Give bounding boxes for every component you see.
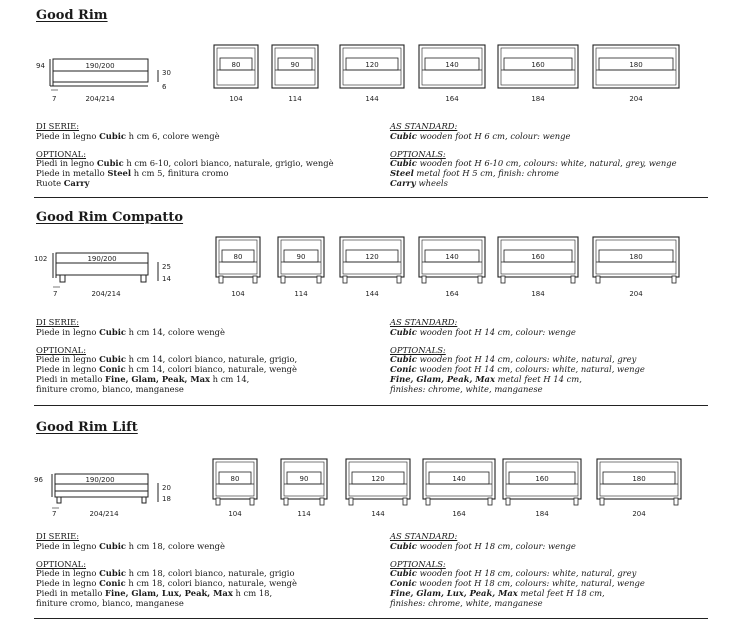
dim-label: 6 <box>162 83 167 91</box>
spec-line: Cubic wooden foot H 6-10 cm, colours: white, natural, grey, wenge <box>390 158 677 169</box>
bed-front-view <box>281 459 327 518</box>
overall-width-label: 114 <box>294 290 308 298</box>
bed-front-view <box>597 459 681 518</box>
overall-width-label: 114 <box>297 510 311 518</box>
spec-line: Steel metal foot H 5 cm, finish: chrome <box>390 168 560 179</box>
size-label: 190/200 <box>85 62 115 70</box>
bed-front-view <box>346 459 410 518</box>
mattress-width-label: 120 <box>365 253 379 261</box>
mattress-width-label: 120 <box>365 61 379 69</box>
section-title: Good Rim <box>36 8 108 23</box>
overall-width-label: 164 <box>445 290 459 298</box>
spec-line: Fine, Glam, Peak, Max metal feet H 14 cm, <box>390 373 582 384</box>
mattress-width-label: 90 <box>299 475 309 483</box>
foot-offset-label: 7 <box>52 510 57 518</box>
mattress-width-label: 120 <box>371 475 385 483</box>
overall-width-label: 144 <box>365 95 379 103</box>
spec-line: Piede in legno Cubic h cm 14, colori bianco, naturale, grigio, <box>36 354 298 365</box>
mattress-width-label: 80 <box>230 475 240 483</box>
overall-width-label: 184 <box>531 95 545 103</box>
optional-heading: OPTIONAL: <box>36 344 87 355</box>
section-divider <box>34 618 708 619</box>
dim-label: 14 <box>162 275 171 283</box>
spec-line: finiture cromo, bianco, manganese <box>36 597 184 608</box>
spec-line: Piedi in metallo Fine, Glam, Lux, Peak, Max h cm 18, <box>36 587 273 598</box>
overall-width-label: 144 <box>371 510 385 518</box>
mattress-width-label: 90 <box>290 61 300 69</box>
overall-width-label: 104 <box>228 510 242 518</box>
bed-front-view <box>213 459 257 518</box>
mattress-width-label: 140 <box>452 475 466 483</box>
bed-front-view <box>423 459 495 518</box>
spec-line: Piede in legno Cubic h cm 6, colore wengè <box>36 130 220 141</box>
overall-width-label: 204 <box>629 290 643 298</box>
spec-line: Piede in legno Cubic h cm 14, colore wengè <box>36 326 225 337</box>
dim-label: 30 <box>162 69 171 77</box>
standard-heading: DI SERIE: <box>36 531 80 541</box>
spec-line: Conic wooden foot H 18 cm, colours: white, natural, wenge <box>390 578 645 589</box>
mattress-width-label: 180 <box>632 475 646 483</box>
height-label: 94 <box>36 62 45 70</box>
overall-width-label: 184 <box>535 510 549 518</box>
optional-heading: OPTIONALS: <box>390 558 446 569</box>
width-label: 204/214 <box>91 290 121 298</box>
english-spec-block <box>390 532 645 609</box>
optional-heading: OPTIONAL: <box>36 148 87 159</box>
overall-width-label: 144 <box>365 290 379 298</box>
width-label: 204/214 <box>85 95 115 103</box>
mattress-width-label: 140 <box>445 253 459 261</box>
spec-line: Cubic wooden foot H 18 cm, colour: wenge <box>390 540 576 551</box>
standard-heading: AS STANDARD: <box>390 121 458 131</box>
spec-line: Ruote Carry <box>36 177 90 188</box>
spec-line: Cubic wooden foot H 14 cm, colours: white, natural, grey <box>390 354 637 365</box>
mattress-width-label: 180 <box>629 61 643 69</box>
optional-heading: OPTIONALS: <box>390 344 446 355</box>
spec-line: Piede in legno Cubic h cm 18, colori bianco, naturale, grigio <box>36 568 295 579</box>
mattress-width-label: 80 <box>233 253 243 261</box>
overall-width-label: 114 <box>288 95 302 103</box>
overall-width-label: 184 <box>531 290 545 298</box>
spec-line: Cubic wooden foot H 18 cm, colours: white, natural, grey <box>390 568 637 579</box>
mattress-width-label: 180 <box>629 253 643 261</box>
italian-spec-block <box>36 532 297 609</box>
height-label: 102 <box>34 255 48 263</box>
overall-width-label: 164 <box>452 510 466 518</box>
standard-heading: AS STANDARD: <box>390 531 458 541</box>
overall-width-label: 104 <box>231 290 245 298</box>
spec-line: Conic wooden foot H 14 cm, colours: white, natural, wenge <box>390 364 645 375</box>
spec-line: finishes: chrome, white, manganese <box>390 383 543 394</box>
optional-heading: OPTIONAL: <box>36 558 87 569</box>
overall-width-label: 164 <box>445 95 459 103</box>
spec-line: Cubic wooden foot H 6 cm, colour: wenge <box>390 130 571 141</box>
mattress-width-label: 140 <box>445 61 459 69</box>
overall-width-label: 104 <box>229 95 243 103</box>
mattress-width-label: 160 <box>531 61 545 69</box>
standard-heading: DI SERIE: <box>36 317 80 327</box>
spec-line: Cubic wooden foot H 14 cm, colour: wenge <box>390 326 576 337</box>
dim-label: 25 <box>162 263 171 271</box>
size-label: 190/200 <box>85 476 115 484</box>
spec-line: Fine, Glam, Lux, Peak, Max metal feet H 18 cm, <box>390 587 605 598</box>
spec-line: Piede in legno Conic h cm 14, colori bianco, naturale, wengè <box>36 364 297 375</box>
spec-line: Piedi in legno Cubic h cm 6-10, colori bianco, naturale, grigio, wengè <box>36 158 334 169</box>
mattress-width-label: 160 <box>531 253 545 261</box>
mattress-width-label: 80 <box>231 61 241 69</box>
standard-heading: AS STANDARD: <box>390 317 458 327</box>
dim-label: 18 <box>162 495 171 503</box>
spec-line: Piede in metallo Steel h cm 5, finitura cromo <box>36 168 229 179</box>
overall-width-label: 204 <box>632 510 646 518</box>
spec-line: Carry wheels <box>390 177 448 188</box>
spec-line: finiture cromo, bianco, manganese <box>36 383 184 394</box>
foot-offset-label: 7 <box>53 290 58 298</box>
overall-width-label: 204 <box>629 95 643 103</box>
spec-line: Piedi in metallo Fine, Glam, Peak, Max h cm 14, <box>36 373 250 384</box>
size-label: 190/200 <box>87 255 117 263</box>
foot-offset-label: 7 <box>52 95 57 103</box>
optional-heading: OPTIONALS: <box>390 148 446 159</box>
width-label: 204/214 <box>89 510 119 518</box>
bed-front-view <box>503 459 581 518</box>
dim-label: 20 <box>162 484 171 492</box>
mattress-width-label: 90 <box>296 253 306 261</box>
section-title: Good Rim Lift <box>36 420 138 435</box>
mattress-width-label: 160 <box>535 475 549 483</box>
standard-heading: DI SERIE: <box>36 121 80 131</box>
spec-line: Piede in legno Conic h cm 18, colori bianco, naturale, wengè <box>36 578 297 589</box>
height-label: 96 <box>34 476 43 484</box>
section-title: Good Rim Compatto <box>36 210 184 225</box>
spec-line: Piede in legno Cubic h cm 18, colore wengè <box>36 540 225 551</box>
spec-line: finishes: chrome, white, manganese <box>390 597 543 608</box>
